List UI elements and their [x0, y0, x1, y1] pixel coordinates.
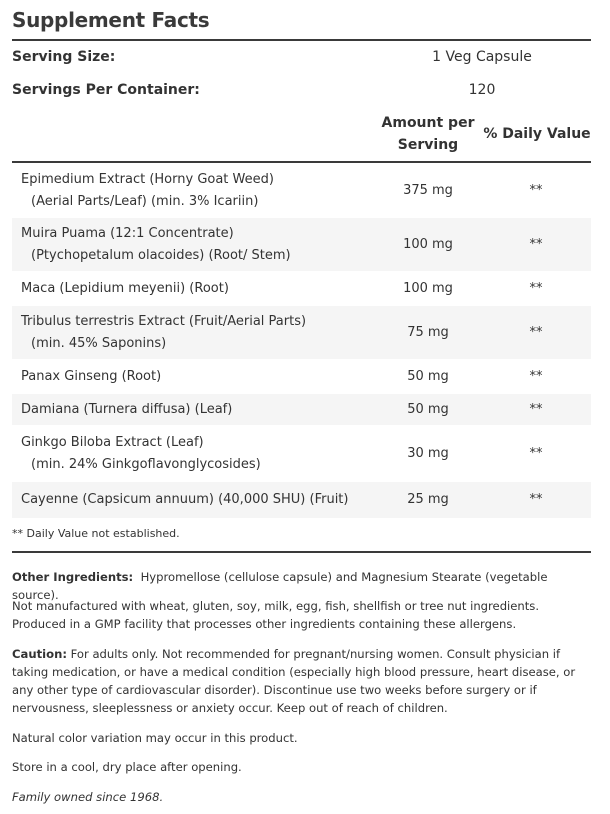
ingredient-row — [12, 394, 591, 425]
ingredient-row — [12, 273, 591, 304]
ingredient-row — [12, 306, 591, 359]
servings-per-container-label: Servings Per Container: — [12, 82, 200, 98]
ingredient-row — [12, 165, 591, 216]
ingredient-daily-value: ** — [529, 402, 543, 417]
ingredient-amount: 375 mg — [403, 183, 453, 198]
ingredient-amount: 50 mg — [407, 369, 449, 384]
ingredient-daily-value: ** — [529, 492, 543, 507]
ingredient-name — [21, 399, 232, 421]
caution-text: For adults only. Not recommended for pregnant/nursing women. Consult physician if taking medication, or have a medical condition (especially high blood pressure, heart disease, or any other type of cardiovascular disorder). Discontinue use two weeks before surgery or if nervousness, sleeplessness or anxiety occur. Keep out of reach of children. — [12, 647, 576, 715]
ingredient-name-line1: Tribulus terrestris Extract (Fruit/Aerial Parts) — [21, 314, 307, 329]
ingredient-amount: 30 mg — [407, 446, 449, 461]
servings-per-container-value: 120 — [468, 82, 496, 98]
ingredient-amount: 75 mg — [407, 325, 449, 340]
amount-per-serving-header — [368, 112, 488, 156]
ingredient-name — [21, 169, 274, 213]
ingredient-name-line1: Ginkgo Biloba Extract (Leaf) — [21, 435, 204, 450]
ingredient-name — [21, 223, 291, 267]
ingredient-name-line2: (Aerial Parts/Leaf) (min. 3% Icariin) — [31, 194, 259, 209]
color-variation-note: Natural color variation may occur in this product. — [12, 731, 298, 745]
ingredient-name-line2: (min. 45% Saponins) — [31, 336, 167, 351]
ingredient-row — [12, 427, 591, 480]
ingredient-daily-value: ** — [529, 369, 543, 384]
caution-note — [12, 645, 592, 717]
title-divider — [12, 39, 591, 41]
ingredient-row — [12, 482, 591, 518]
ingredient-name — [21, 311, 306, 355]
ingredient-name-line2: (Ptychopetalum olacoides) (Root/ Stem) — [31, 248, 291, 263]
panel-title: Supplement Facts — [12, 8, 210, 32]
ingredient-daily-value: ** — [529, 183, 543, 198]
serving-size-value: 1 Veg Capsule — [432, 49, 532, 65]
ingredient-name-line1: Maca (Lepidium meyenii) (Root) — [21, 281, 229, 296]
ingredient-amount: 50 mg — [407, 402, 449, 417]
ingredient-name — [21, 278, 229, 300]
ingredient-name-line1: Muira Puama (12:1 Concentrate) — [21, 226, 234, 241]
table-bottom-divider — [12, 551, 591, 553]
ingredient-daily-value: ** — [529, 237, 543, 252]
serving-size-label: Serving Size: — [12, 49, 116, 65]
daily-value-header: % Daily Value — [483, 126, 591, 142]
allergen-note: Not manufactured with wheat, gluten, soy, milk, egg, fish, shellfish or tree nut ingredients. Produced in a GMP facility that processes other ingredients containing these allergens. — [12, 599, 540, 631]
storage-note: Store in a cool, dry place after opening. — [12, 760, 242, 774]
ingredient-amount: 100 mg — [403, 281, 453, 296]
family-owned-note — [12, 788, 592, 806]
other-ingredients-text: Hypromellose (cellulose capsule) and Magnesium Stearate (vegetable source). — [12, 570, 548, 602]
caution-label: Caution: — [12, 647, 67, 661]
ingredient-name — [21, 432, 261, 476]
ingredient-row — [12, 218, 591, 271]
ingredient-name-line1: Epimedium Extract (Horny Goat Weed) — [21, 172, 274, 187]
ingredient-name — [21, 489, 348, 511]
ingredient-name-line1: Damiana (Turnera diffusa) (Leaf) — [21, 402, 233, 417]
header-divider — [12, 161, 591, 163]
ingredient-daily-value: ** — [529, 281, 543, 296]
family-owned-text: Family owned since 1968. — [12, 790, 164, 804]
daily-value-footnote: ** Daily Value not established. — [12, 527, 180, 540]
other-ingredients-label: Other Ingredients: — [12, 570, 134, 584]
ingredient-amount: 100 mg — [403, 237, 453, 252]
ingredient-row — [12, 361, 591, 392]
ingredient-name — [21, 366, 161, 388]
ingredient-name-line1: Cayenne (Capsicum annuum) (40,000 SHU) (Fruit) — [21, 492, 349, 507]
ingredient-daily-value: ** — [529, 325, 543, 340]
ingredient-name-line2: (min. 24% Ginkgoflavonglycosides) — [31, 457, 261, 472]
amount-header-line1: Amount per — [381, 115, 475, 131]
ingredient-amount: 25 mg — [407, 492, 449, 507]
ingredient-daily-value: ** — [529, 446, 543, 461]
amount-header-line2: Serving — [397, 137, 459, 153]
ingredient-name-line1: Panax Ginseng (Root) — [21, 369, 162, 384]
